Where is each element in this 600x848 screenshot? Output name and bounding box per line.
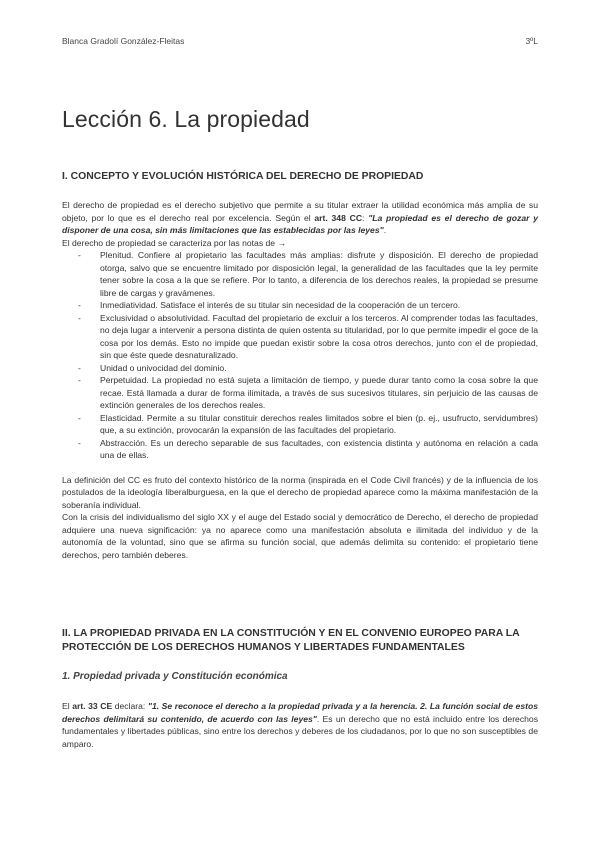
article-reference: art. 33 CE	[72, 701, 113, 711]
section-2-heading: II. LA PROPIEDAD PRIVADA EN LA CONSTITUCIÓN Y EN EL CONVENIO EUROPEO PARA LA PROTECCIÓN DE LOS DERECHOS HUMANOS Y LIBERTADES FUNDAMENTALES	[62, 628, 520, 653]
course-label: 3ºL	[525, 36, 538, 46]
paragraph: La definición del CC es fruto del contexto histórico de la norma (inspirada en el Code Civil francés) y de la influencia de los postulados de la ideología liberalburguesa, en la que el derecho de propiedad aparece como la máxima manifestación de la soberanía individual.	[62, 474, 538, 510]
list-item: - Elasticidad. Permite a su titular constituir derechos reales limitados sobre el bien (p. ej., usufructo, servidumbres) que, a su extinción, provocarán la expansión de las facultades del propietario.	[78, 412, 538, 435]
page-header	[62, 36, 538, 48]
intro-paragraph: El derecho de propiedad es el derecho subjetivo que permite a su titular extraer la utilidad económica más amplia de su objeto, por lo que es el derecho real por excelencia. Según el art. 348 CC: "La propiedad es el derecho de gozar y disponer de una cosa, sin más limitaciones que las establecidas por las leyes".	[62, 200, 539, 235]
article-reference: art. 348 CC	[314, 212, 363, 223]
paragraph: El art. 33 CE declara: "1. Se reconoce el derecho a la propiedad privada y a la herencia. 2. La función social de estos derechos delimitará su contenido, de acuerdo con las leyes". Es un derecho que no está incluido entre los derechos fundamentales y libertades públicas, sino entre los derechos y deberes de los ciudadanos, por lo que no son susceptibles de amparo.	[62, 701, 538, 749]
list-item: - Perpetuidad. La propiedad no está sujeta a limitación de tiempo, y puede durar tanto como la cosa sobre la que recae. Está llamada a durar de forma ilimitada, a través de sus sucesivos titulares, sin perjuicio de las causas de extinción generales de los derechos reales.	[78, 375, 538, 410]
section-2-body	[62, 700, 538, 750]
legal-quote: "La propiedad es el derecho de gozar y disponer de una cosa, sin más limitaciones que las establecidas por las leyes"	[62, 212, 539, 235]
subsection-heading: 1. Propiedad privada y Constitución económica	[62, 671, 288, 682]
list-item: - Exclusividad o absolutividad. Facultad del propietario de excluir a los terceros. Al comprender todas las facultades, no deja lugar a intervenir a persona distinta de quien ostenta su titularidad, por lo que permite impedir el goce de la cosa por los demás. Esto no impide que puedan existir sobre la cosa otros derechos, junto con el de propiedad, sin que éste quede desnaturalizado.	[78, 312, 538, 360]
page-title: Lección 6. La propiedad	[62, 106, 310, 132]
section-1-heading: I. CONCEPTO Y EVOLUCIÓN HISTÓRICA DEL DERECHO DE PROPIEDAD	[62, 171, 424, 182]
list-item: - Plenitud. Confiere al propietario las facultades más amplias: disfrute y disposición. El derecho de propiedad otorga, salvo que se encuentre limitado por disposición legal, la generalidad de las facultades que la ley permite tener sobre la cosa a la que se refiere. Por lo tanto, a diferencia de los derechos reales, la propiedad se presume libre de cargas y gravámenes.	[78, 250, 538, 298]
notes-intro: El derecho de propiedad se caracteriza por las notas de →	[62, 237, 287, 248]
characteristics-list	[62, 249, 538, 462]
author-name: Blanca Gradolí González-Fleitas	[62, 36, 185, 46]
legal-quote: "1. Se reconoce el derecho a la propiedad privada y a la herencia. 2. La función social de estos derechos delimitará su contenido, de acuerdo con las leyes"	[62, 701, 538, 724]
list-item: - Unidad o univocidad del dominio.	[78, 362, 227, 373]
paragraph: Con la crisis del individualismo del siglo XX y el auge del Estado social y democrático de Derecho, el derecho de propiedad adquiere una nueva significación: ya no aparece como una manifestación absoluta e ilimitada del individuo y de la autonomía de la voluntad, sino que se afirma su función social, que además delimita su contenido: el propietario tiene derechos, pero también deberes.	[62, 512, 538, 560]
section-1-body	[62, 199, 538, 561]
list-item: - Inmediatividad. Satisface el interés de su titular sin necesidad de la cooperación de un tercero.	[78, 300, 461, 310]
list-item: - Abstracción. Es un derecho separable de sus facultades, con existencia distinta y autónoma en relación a cada una de ellas.	[78, 437, 538, 460]
